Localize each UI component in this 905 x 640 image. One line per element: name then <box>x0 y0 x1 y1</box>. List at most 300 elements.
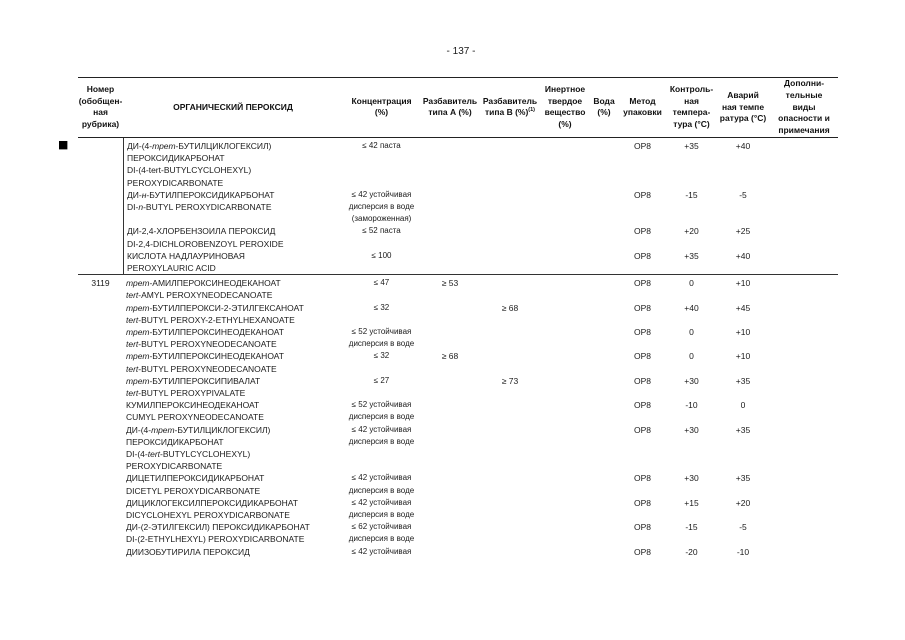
packing-method-cell <box>618 302 667 326</box>
name-text: DICYCLOHEXYL PEROXYDICARBONATE <box>126 510 290 521</box>
name-line <box>126 521 343 533</box>
name-line <box>126 363 343 375</box>
subsidiary-risks-cell <box>770 138 838 189</box>
name-text: DICETYL PEROXYDICARBONATE <box>126 485 261 496</box>
inert-solid-cell <box>540 138 590 189</box>
water-cell <box>590 424 618 473</box>
name-text: ДИИЗОБУТИРИЛА ПЕРОКСИД <box>126 546 250 557</box>
peroxide-name-cell <box>123 521 343 545</box>
packing-method-cell <box>618 521 667 545</box>
name-text: -БУТИЛПЕРОКСИ-2-ЭТИЛГЕКСАНОАТ <box>149 302 304 313</box>
name-line <box>127 238 343 250</box>
packing-method-value: OP8 <box>633 226 651 237</box>
name-text-italic: трет <box>126 278 150 289</box>
un-number-cell <box>78 375 123 399</box>
control-temperature-cell <box>667 250 716 275</box>
inert-solid-cell <box>540 399 590 423</box>
emergency-temperature-cell <box>716 350 770 374</box>
packing-method-value: OP8 <box>633 546 651 557</box>
packing-method-cell <box>618 250 667 275</box>
subsidiary-risks-cell <box>770 250 838 275</box>
control-temperature-cell <box>667 275 716 301</box>
table-row <box>78 472 838 496</box>
emergency-temperature-value: +45 <box>735 302 751 313</box>
concentration-cell <box>343 546 420 558</box>
subsidiary-risks-cell <box>770 375 838 399</box>
control-temperature-cell <box>667 138 716 189</box>
un-number-cell <box>78 275 123 301</box>
name-text: ПЕРОКСИДИКАРБОНАТ <box>127 153 225 164</box>
control-temperature-value: +20 <box>684 226 699 237</box>
un-number-cell <box>78 472 123 496</box>
control-temperature-cell <box>667 424 716 473</box>
control-temperature-value: +30 <box>684 473 699 484</box>
peroxide-name-cell <box>123 250 343 275</box>
name-line <box>126 448 343 460</box>
table-row <box>78 399 838 423</box>
name-line <box>127 152 343 164</box>
diluent-type-b-cell <box>480 521 540 545</box>
table-row <box>78 375 838 399</box>
name-line <box>126 350 343 362</box>
un-number-cell <box>78 326 123 350</box>
water-cell <box>590 225 618 249</box>
name-text: -BUTYL PEROXY-2-ETHYLHEXANOATE <box>138 314 295 325</box>
control-temperature-cell <box>667 497 716 521</box>
peroxide-name-cell <box>123 424 343 473</box>
name-text: -BUTYL PEROXYNEODECANOATE <box>138 363 277 374</box>
peroxide-name-cell <box>123 497 343 521</box>
name-text-italic: трет <box>151 424 175 435</box>
concentration-value: ≤ 42 устойчивая дисперсия в воде <box>348 497 415 520</box>
control-temperature-value: +40 <box>684 302 699 313</box>
diluent-type-b-cell <box>480 189 540 226</box>
peroxide-name-cell <box>123 225 343 249</box>
control-temperature-cell <box>667 350 716 374</box>
name-text: -БУТИЛПЕРОКСИНЕОДЕКАНОАТ <box>149 351 284 362</box>
peroxide-name-cell <box>123 350 343 374</box>
packing-method-cell <box>618 399 667 423</box>
table-row <box>78 189 838 226</box>
emergency-temperature-cell <box>716 225 770 249</box>
name-line <box>126 326 343 338</box>
packing-method-cell <box>618 546 667 558</box>
control-temperature-value: -10 <box>685 400 698 411</box>
header-concentration: Концентрация (%) <box>343 77 420 138</box>
water-cell <box>590 546 618 558</box>
table-row <box>78 497 838 521</box>
emergency-temperature-value: +40 <box>735 140 751 151</box>
control-temperature-value: 0 <box>689 351 694 362</box>
name-text: ДИЦИКЛОГЕКСИЛПЕРОКСИДИКАРБОНАТ <box>126 497 298 508</box>
emergency-temperature-cell <box>716 546 770 558</box>
header-row <box>78 77 838 138</box>
table-row <box>78 138 838 189</box>
name-line <box>127 262 343 274</box>
control-temperature-cell <box>667 546 716 558</box>
name-line <box>127 189 343 201</box>
packing-method-value: OP8 <box>633 522 651 533</box>
peroxide-name-cell <box>123 138 343 189</box>
name-line <box>127 164 343 176</box>
name-text: DI-2,4-DICHLOROBENZOYL PEROXIDE <box>127 238 284 249</box>
name-text: ДИ- <box>127 189 142 200</box>
concentration-value: ≤ 42 устойчивая дисперсия в воде <box>348 473 415 495</box>
control-temperature-cell <box>667 302 716 326</box>
un-number-cell <box>78 350 123 374</box>
diluent-type-a-cell <box>420 138 480 189</box>
header-control-temperature: Контроль- ная темпера- тура (°C) <box>667 77 716 138</box>
name-line <box>126 399 343 411</box>
name-text: -AMYL PEROXYNEODECANOATE <box>138 290 273 301</box>
emergency-temperature-value: 0 <box>740 400 746 411</box>
footnote-reference: (1) <box>528 107 536 114</box>
table-row <box>78 302 838 326</box>
subsidiary-risks-cell <box>770 399 838 423</box>
control-temperature-cell <box>667 472 716 496</box>
subsidiary-risks-cell <box>770 302 838 326</box>
emergency-temperature-cell <box>716 250 770 275</box>
header-inert-solid: Инертное твердое вещество (%) <box>540 77 590 138</box>
name-text: -BUTYL PEROXYPIVALATE <box>138 388 246 399</box>
name-line <box>126 460 343 472</box>
organic-peroxides-table <box>78 77 838 558</box>
header-organic-peroxide: ОРГАНИЧЕСКИЙ ПЕРОКСИД <box>123 77 343 138</box>
emergency-temperature-cell <box>716 399 770 423</box>
name-text: КУМИЛПЕРОКСИНЕОДЕКАНОАТ <box>126 400 260 411</box>
water-cell <box>590 375 618 399</box>
name-line <box>127 177 343 189</box>
water-cell <box>590 189 618 226</box>
control-temperature-cell <box>667 189 716 226</box>
concentration-value: ≤ 100 <box>371 250 392 260</box>
concentration-cell <box>343 424 420 473</box>
emergency-temperature-cell <box>716 472 770 496</box>
name-text-italic: tert <box>126 363 139 374</box>
control-temperature-value: -15 <box>685 189 698 200</box>
inert-solid-cell <box>540 521 590 545</box>
concentration-cell <box>343 189 420 226</box>
diluent-type-b-cell <box>480 250 540 275</box>
subsidiary-risks-cell <box>770 350 838 374</box>
un-number: 3119 <box>91 278 110 289</box>
water-cell <box>590 302 618 326</box>
header-diluent-type-a: Разбавитель типа А (%) <box>420 77 480 138</box>
name-text-italic: tert <box>126 290 139 301</box>
diluent-type-b-cell <box>480 399 540 423</box>
diluent-type-a-value: ≥ 53 <box>441 278 459 289</box>
diluent-type-a-cell <box>420 326 480 350</box>
diluent-type-b-cell <box>480 275 540 301</box>
peroxide-name-cell <box>123 399 343 423</box>
name-text: PEROXYDICARBONATE <box>127 177 224 188</box>
diluent-type-b-cell <box>480 138 540 189</box>
inert-solid-cell <box>540 326 590 350</box>
name-line <box>126 485 343 497</box>
un-number-cell <box>78 189 123 226</box>
name-text: DI-(2-ETHYLHEXYL) PEROXYDICARBONATE <box>126 534 305 545</box>
inert-solid-cell <box>540 275 590 301</box>
name-text-italic: трет <box>126 375 150 386</box>
emergency-temperature-value: -5 <box>739 522 747 533</box>
diluent-type-b-cell <box>480 225 540 249</box>
subsidiary-risks-cell <box>770 326 838 350</box>
peroxide-name-cell <box>123 472 343 496</box>
name-text: КИСЛОТА НАДЛАУРИНОВАЯ <box>127 250 245 261</box>
name-text: ДИЦЕТИЛПЕРОКСИДИКАРБОНАТ <box>126 473 265 484</box>
inert-solid-cell <box>540 497 590 521</box>
peroxide-name-cell <box>123 326 343 350</box>
name-text: -BUTYL PEROXYDICARBONATE <box>143 202 272 212</box>
diluent-type-b-value: ≥ 68 <box>501 302 519 313</box>
name-text: -БУТИЛЦИКЛОГЕКСИЛ) <box>175 140 272 151</box>
name-line <box>126 375 343 387</box>
name-text: ДИ-(4- <box>127 140 153 151</box>
packing-method-value: OP8 <box>633 140 651 151</box>
peroxide-name-cell <box>123 275 343 301</box>
diluent-type-a-cell <box>420 250 480 275</box>
emergency-temperature-cell <box>716 189 770 226</box>
change-marker-icon: ■ <box>58 138 69 151</box>
name-line <box>126 411 343 423</box>
control-temperature-value: -20 <box>685 546 698 557</box>
emergency-temperature-cell <box>716 138 770 189</box>
name-text-italic: tert <box>126 388 139 399</box>
emergency-temperature-value: +35 <box>735 424 751 435</box>
un-number-cell <box>78 138 123 189</box>
name-line <box>126 546 343 558</box>
emergency-temperature-cell <box>716 424 770 473</box>
packing-method-cell <box>618 189 667 226</box>
name-line <box>126 497 343 509</box>
control-temperature-value: 0 <box>689 327 694 338</box>
water-cell <box>590 275 618 301</box>
concentration-value: ≤ 32 <box>373 302 390 312</box>
name-text: ПЕРОКСИДИКАРБОНАТ <box>126 436 224 447</box>
inert-solid-cell <box>540 250 590 275</box>
packing-method-cell <box>618 472 667 496</box>
header-emergency-temperature: Аварий ная темпе ратура (°C) <box>716 77 770 138</box>
table-row <box>78 250 838 275</box>
control-temperature-value: +35 <box>684 250 699 261</box>
packing-method-value: OP8 <box>633 250 651 261</box>
table-row <box>78 546 838 558</box>
diluent-type-b-cell <box>480 350 540 374</box>
water-cell <box>590 521 618 545</box>
header-number: Номер (обобщен- ная рубрика) <box>78 77 123 138</box>
table-row <box>78 424 838 473</box>
un-number-cell <box>78 424 123 473</box>
diluent-type-b-cell <box>480 497 540 521</box>
concentration-value: ≤ 27 <box>373 375 390 385</box>
peroxide-name-cell <box>123 302 343 326</box>
subsidiary-risks-cell <box>770 189 838 226</box>
subsidiary-risks-cell <box>770 497 838 521</box>
un-number-cell <box>78 250 123 275</box>
concentration-value: ≤ 42 устойчивая дисперсия в воде <box>348 424 415 446</box>
concentration-cell <box>343 275 420 301</box>
water-cell <box>590 326 618 350</box>
concentration-value: ≤ 52 устойчивая дисперсия в воде <box>348 400 415 422</box>
name-text-italic: tert <box>126 339 139 350</box>
header-diluent-type-b <box>480 77 540 138</box>
name-text: PEROXYLAURIC ACID <box>127 263 216 274</box>
concentration-value: ≤ 62 устойчивая дисперсия в воде <box>348 522 415 544</box>
concentration-value: ≤ 42 устойчивая <box>351 546 412 556</box>
un-number-cell <box>78 225 123 249</box>
un-number-cell <box>78 521 123 545</box>
diluent-type-a-cell <box>420 399 480 423</box>
diluent-type-b-cell <box>480 326 540 350</box>
control-temperature-cell <box>667 225 716 249</box>
subsidiary-risks-cell <box>770 472 838 496</box>
name-line <box>127 225 343 237</box>
table-body <box>78 138 838 558</box>
name-text: -BUTYLCYCLOHEXYL) <box>160 449 251 460</box>
subsidiary-risks-cell <box>770 521 838 545</box>
table-row <box>78 350 838 374</box>
name-line <box>126 338 343 350</box>
un-number-cell <box>78 302 123 326</box>
name-text-italic: трет <box>126 302 150 313</box>
emergency-temperature-cell <box>716 326 770 350</box>
un-number-cell <box>78 399 123 423</box>
name-text: PEROXYDICARBONATE <box>126 461 223 472</box>
control-temperature-value: +35 <box>684 140 699 151</box>
packing-method-cell <box>618 275 667 301</box>
packing-method-cell <box>618 350 667 374</box>
name-line <box>126 314 343 326</box>
concentration-cell <box>343 225 420 249</box>
concentration-value: ≤ 32 <box>373 351 390 361</box>
control-temperature-cell <box>667 521 716 545</box>
peroxide-name-cell <box>123 189 343 226</box>
inert-solid-cell <box>540 302 590 326</box>
diluent-type-a-value: ≥ 68 <box>441 351 459 362</box>
concentration-cell <box>343 375 420 399</box>
inert-solid-cell <box>540 472 590 496</box>
diluent-type-b-cell <box>480 424 540 473</box>
name-text-italic: трет <box>126 351 150 362</box>
packing-method-cell <box>618 138 667 189</box>
subsidiary-risks-cell <box>770 225 838 249</box>
table-row <box>78 225 838 249</box>
diluent-type-b-value: ≥ 73 <box>501 375 519 386</box>
name-line <box>126 277 343 289</box>
diluent-type-a-cell <box>420 275 480 301</box>
diluent-type-b-cell <box>480 302 540 326</box>
packing-method-value: OP8 <box>633 189 651 200</box>
packing-method-cell <box>618 326 667 350</box>
packing-method-cell <box>618 424 667 473</box>
name-line <box>126 302 343 314</box>
peroxide-name-cell <box>123 546 343 558</box>
water-cell <box>590 138 618 189</box>
header-water: Вода (%) <box>590 77 618 138</box>
name-text: ДИ-2,4-ХЛОРБЕНЗОИЛА ПЕРОКСИД <box>127 226 276 237</box>
name-text: CUMYL PEROXYNEODECANOATE <box>126 412 264 423</box>
control-temperature-value: +30 <box>684 424 699 435</box>
control-temperature-cell <box>667 399 716 423</box>
un-number-cell <box>78 497 123 521</box>
name-line <box>126 509 343 521</box>
diluent-type-a-cell <box>420 546 480 558</box>
subsidiary-risks-cell <box>770 546 838 558</box>
emergency-temperature-value: +20 <box>735 497 751 508</box>
name-text: DI-(4- <box>126 449 148 460</box>
name-text-italic: трет <box>126 327 150 338</box>
concentration-value: ≤ 52 паста <box>362 226 401 236</box>
water-cell <box>590 472 618 496</box>
control-temperature-cell <box>667 326 716 350</box>
packing-method-value: OP8 <box>633 375 651 386</box>
name-line <box>126 424 343 436</box>
name-text-italic: n <box>138 202 144 212</box>
concentration-cell <box>343 302 420 326</box>
name-line <box>126 533 343 545</box>
packing-method-cell <box>618 497 667 521</box>
diluent-type-b-cell <box>480 375 540 399</box>
inert-solid-cell <box>540 424 590 473</box>
concentration-value: ≤ 52 устойчивая дисперсия в воде <box>348 327 415 349</box>
table-row <box>78 521 838 545</box>
diluent-type-a-cell <box>420 472 480 496</box>
packing-method-value: OP8 <box>633 327 651 338</box>
subsidiary-risks-cell <box>770 275 838 301</box>
emergency-temperature-value: +35 <box>735 473 751 484</box>
inert-solid-cell <box>540 225 590 249</box>
name-line <box>127 201 343 213</box>
name-text-italic: н <box>141 189 147 200</box>
concentration-cell <box>343 472 420 496</box>
peroxide-name-cell <box>123 375 343 399</box>
concentration-cell <box>343 350 420 374</box>
water-cell <box>590 399 618 423</box>
emergency-temperature-cell <box>716 497 770 521</box>
name-line <box>126 436 343 448</box>
name-text-italic: tert <box>126 314 139 325</box>
packing-method-value: OP8 <box>633 302 651 313</box>
packing-method-value: OP8 <box>633 473 651 484</box>
name-text: ДИ-(2-ЭТИЛГЕКСИЛ) ПЕРОКСИДИКАРБОНАТ <box>126 522 310 533</box>
name-text-italic: трет <box>152 140 176 151</box>
inert-solid-cell <box>540 350 590 374</box>
diluent-type-a-cell <box>420 424 480 473</box>
concentration-cell <box>343 497 420 521</box>
concentration-cell <box>343 138 420 189</box>
control-temperature-value: 0 <box>689 278 694 289</box>
diluent-type-a-cell <box>420 302 480 326</box>
name-text: DI- <box>127 202 139 212</box>
name-line <box>126 289 343 301</box>
water-cell <box>590 497 618 521</box>
emergency-temperature-value: +35 <box>735 375 751 386</box>
concentration-value: ≤ 42 паста <box>362 140 401 150</box>
emergency-temperature-value: +40 <box>735 250 751 261</box>
packing-method-cell <box>618 225 667 249</box>
name-text: -АМИЛПЕРОКСИНЕОДЕКАНОАТ <box>149 278 281 289</box>
packing-method-value: OP8 <box>633 424 651 435</box>
name-text: -БУТИЛПЕРОКСИПИВАЛАТ <box>149 375 261 386</box>
packing-method-value: OP8 <box>633 400 651 411</box>
water-cell <box>590 350 618 374</box>
inert-solid-cell <box>540 546 590 558</box>
inert-solid-cell <box>540 189 590 226</box>
header-diluent-type-b-label: Разбавитель типа В (%) <box>482 95 538 118</box>
name-text: -BUTYL PEROXYNEODECANOATE <box>138 339 277 350</box>
emergency-temperature-value: -5 <box>739 189 747 200</box>
emergency-temperature-value: +10 <box>735 278 751 289</box>
